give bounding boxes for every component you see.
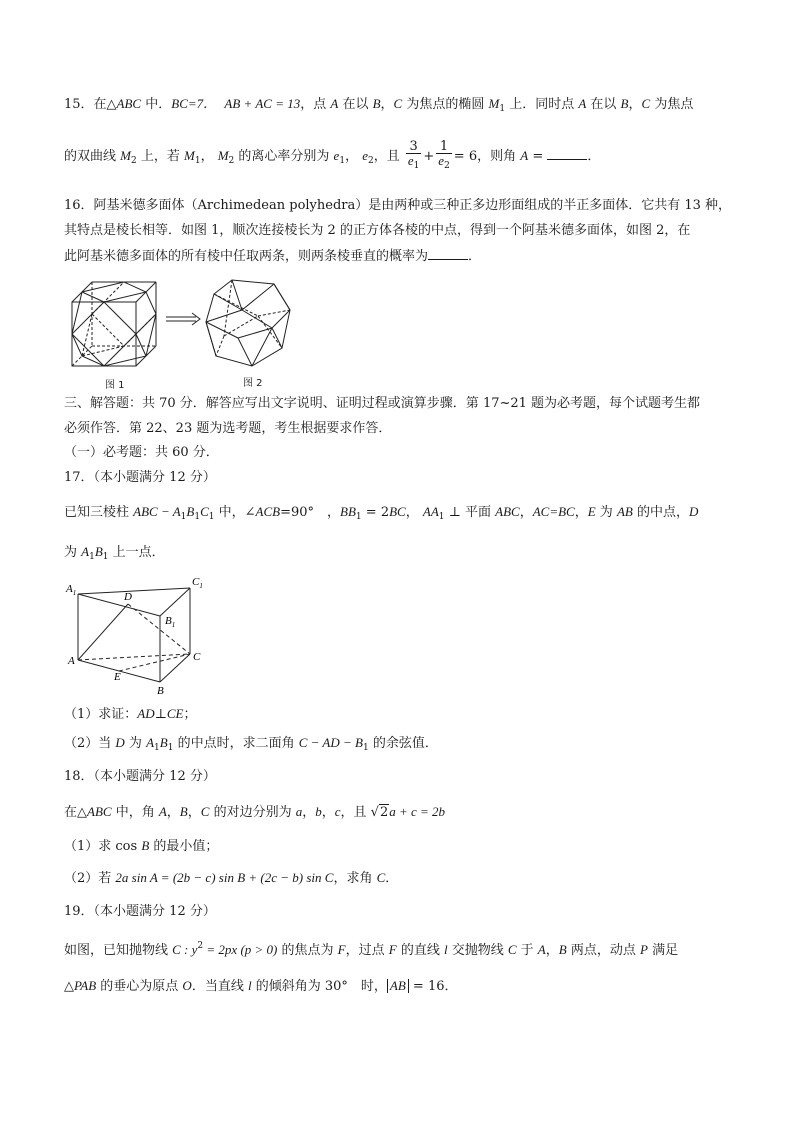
q16-line2: 其特点是棱长相等．如图 1，顺次连接棱长为 2 的正方体各棱的中点，得到一个阿基米德多面体，如图 2，在 [64, 223, 691, 238]
figure-1-caption: 图 1 [105, 380, 125, 391]
label-c1: $C_1$ [192, 576, 203, 590]
q17-part1: （1）求证：AD⊥CE； [64, 706, 197, 722]
q17-line2: 为 $A_1B_1$ 上一点． [64, 544, 165, 562]
figure-2-caption: 图 2 [243, 378, 263, 389]
q18-line1: 在△ABC 中，角 A，B，C 的对边分别为 a，b，c，且 √2a + c = 2b [64, 804, 446, 820]
arrow-icon [166, 312, 202, 326]
q15-line1: 15．在△ABC 中．BC=7． AB + AC = 13，点 A 在以 B，C 为焦点的椭圆 $M_1$ 上．同时点 A 在以 B，C 为焦点 [64, 96, 694, 114]
q15-line2: 的双曲线 $M_2$ 上，若 $M_1$， $M_2$ 的离心率分别为 $e_1$， $e_2$，且 $\frac{3}{e_1}$ + $\frac{1}{e_2}$ = 6，则角 A = ． [64, 139, 601, 171]
answer-blank[interactable] [428, 247, 468, 260]
label-b: B [157, 685, 164, 697]
q17-heading: 17．（本小题满分 12 分） [64, 470, 216, 485]
sqrt-2: √2 [370, 805, 389, 820]
fraction-3-over-e1: $\frac{3}{e_1}$ [407, 139, 420, 171]
q17-part2: （2）当 D 为 $A_1B_1$ 的中点时，求二面角 C − AD − $B_1$ 的余弦值． [64, 735, 438, 753]
section3-line3: （一）必考题：共 60 分． [64, 445, 219, 460]
answer-blank[interactable] [547, 147, 587, 160]
abs-ab: AB [387, 979, 409, 993]
fraction-1-over-e2: $\frac{1}{e_2}$ [438, 139, 450, 171]
label-e: E [114, 671, 121, 683]
figure-2-cuboctahedron [202, 276, 294, 370]
q18-part1: （1）求 cos B 的最小值； [64, 838, 219, 854]
q19-heading: 19．（本小题满分 12 分） [64, 904, 216, 919]
figure-1-cube-polyhedron [64, 274, 164, 374]
q17-line1: 已知三棱柱 ABC − $A_1B_1C_1$ 中，∠ACB=90° ，$BB_1 = 2BC$， $AA_1$ ⊥ 平面 ABC，AC=BC，E 为 AB 的中点，D [64, 504, 699, 522]
q19-line1: 如图，已知抛物线 C : $y^2 = 2px$ (p > 0) 的焦点为 F，过点 F 的直线 l 交抛物线 C 于 A，B 两点，动点 P 满足 [64, 941, 679, 958]
q16-line1: 16．阿基米德多面体（Archimedean polyhedra）是由两种或三种正多边形面组成的半正多面体．它共有 13 种， [64, 198, 732, 213]
label-a: A [68, 655, 75, 667]
figure-triangular-prism [64, 576, 214, 700]
q16-line3: 此阿基米德多面体的所有棱中任取两条，则两条棱垂直的概率为 ． [64, 249, 482, 264]
q19-line2: △PAB 的垂心为原点 O．当直线 l 的倾斜角为 30° 时， AB = 16． [64, 978, 458, 994]
q18-heading: 18．（本小题满分 12 分） [64, 769, 216, 784]
label-d: D [124, 591, 132, 603]
label-a1: $A_1$ [66, 583, 77, 597]
section3-line2: 必须作答．第 22、23 题为选考题，考生根据要求作答． [64, 421, 392, 436]
section3-line1: 三、解答题：共 70 分．解答应写出文字说明、证明过程或演算步骤．第 17~21 题为必考题，每个试题考生都 [64, 396, 701, 411]
q18-part2: （2）若 2a sin A = (2b − c) sin B + (2c − b) sin C，求角 C． [64, 870, 399, 886]
label-c: C [193, 651, 201, 663]
label-b1: $B_1$ [165, 615, 176, 629]
